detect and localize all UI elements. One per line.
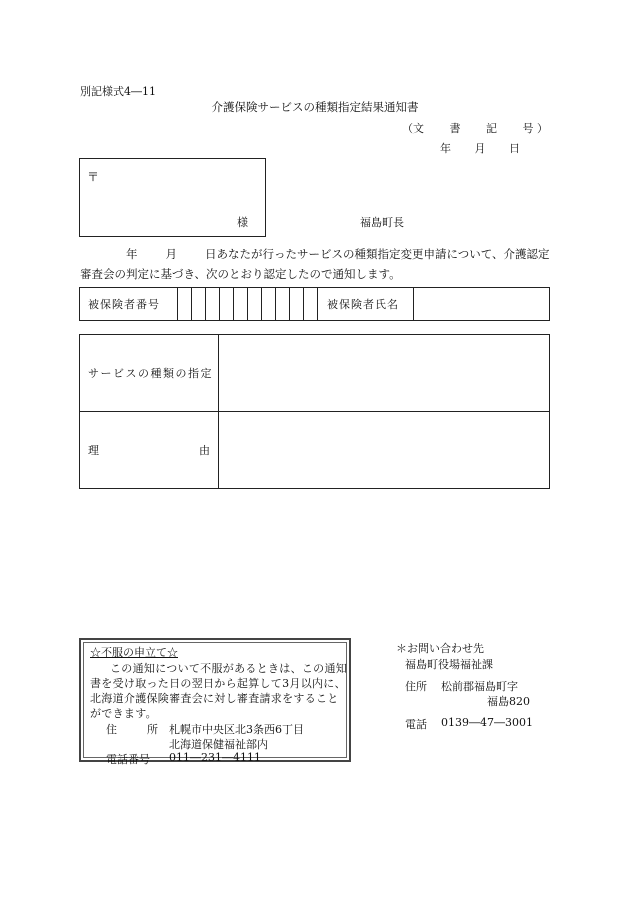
contact-heading: ＊お問い合わせ先 <box>396 642 484 655</box>
service-type-label: サービスの種類の指定 <box>80 335 219 411</box>
contact-phone-label: 電話 <box>405 718 427 731</box>
appeal-notice-inner <box>83 642 348 766</box>
insured-info-table <box>79 287 550 321</box>
appeal-address-label-part: 住 <box>106 723 117 736</box>
doc-number-part: 記 <box>486 122 497 135</box>
reason-field[interactable] <box>219 412 549 488</box>
appeal-notice-box <box>79 638 351 766</box>
insured-number-digit[interactable] <box>234 288 248 320</box>
body-year: 年 <box>126 247 138 261</box>
contact-address-line: 松前郡福島町字 <box>441 680 518 693</box>
doc-number-part: 号 ） <box>522 122 548 135</box>
insured-number-digit[interactable] <box>248 288 262 320</box>
postal-mark: 〒 <box>87 170 100 184</box>
contact-address-label: 住所 <box>405 680 427 693</box>
doc-number-part: 書 <box>449 122 461 135</box>
date-line <box>440 140 520 156</box>
insured-number-digit[interactable] <box>262 288 276 320</box>
appeal-address-line: 札幌市中央区北3条西6丁目 <box>169 723 304 736</box>
insured-name-field[interactable] <box>414 288 549 320</box>
body-text: 日あなたが行ったサービスの種類指定変更申請について、介護認定審査会の判定に基づき、次のとおり認定したので通知します。 <box>80 247 550 281</box>
insured-number-digit[interactable] <box>178 288 192 320</box>
notice-body <box>80 244 550 284</box>
contact-department: 福島町役場福祉課 <box>405 658 493 671</box>
date-year-label: 年 <box>440 142 451 155</box>
insured-number-digit[interactable] <box>206 288 220 320</box>
insured-number-digit[interactable] <box>304 288 318 320</box>
doc-number-part: （文 <box>402 122 424 135</box>
appeal-text <box>90 661 348 721</box>
insured-number-digit[interactable] <box>290 288 304 320</box>
date-month-label: 月 <box>474 142 486 155</box>
appeal-address-line: 北海道保健福祉部内 <box>169 738 268 751</box>
appeal-text-body: この通知について不服があるときは、この通知書を受け取った日の翌日から起算して3月以内に、北海道介護保険審査会に対し審査請求をすることができます。 <box>90 662 348 720</box>
appeal-address-label-part: 所 <box>147 723 158 736</box>
contact-address-line: 福島820 <box>487 695 530 708</box>
reason-label <box>80 412 219 488</box>
reason-label-part: 理 <box>88 444 99 457</box>
document-title: 介護保険サービスの種類指定結果通知書 <box>211 100 419 114</box>
issuer-name: 福島町長 <box>360 216 404 229</box>
appeal-title: ☆不服の申立て☆ <box>90 646 178 659</box>
insured-number-label: 被保険者番号 <box>80 288 178 320</box>
document-number-line <box>402 120 548 136</box>
service-designation-table <box>79 334 550 489</box>
service-type-field[interactable] <box>219 335 549 411</box>
appeal-phone-number: 011―231―4111 <box>169 751 261 764</box>
reason-row <box>80 412 549 488</box>
insured-name-label: 被保険者氏名 <box>318 288 414 320</box>
recipient-honorific: 様 <box>237 216 248 229</box>
reason-label-part: 由 <box>199 444 210 457</box>
insured-number-digit[interactable] <box>220 288 234 320</box>
date-day-label: 日 <box>509 142 520 155</box>
insured-number-digit[interactable] <box>192 288 206 320</box>
service-type-row <box>80 335 549 412</box>
insured-number-digit[interactable] <box>276 288 290 320</box>
form-number: 別記様式4―11 <box>80 85 156 98</box>
contact-phone-number: 0139―47―3001 <box>441 716 533 729</box>
body-month: 月 <box>165 247 177 261</box>
appeal-phone-label: 電話番号 <box>106 753 150 766</box>
appeal-address-label <box>106 721 158 737</box>
